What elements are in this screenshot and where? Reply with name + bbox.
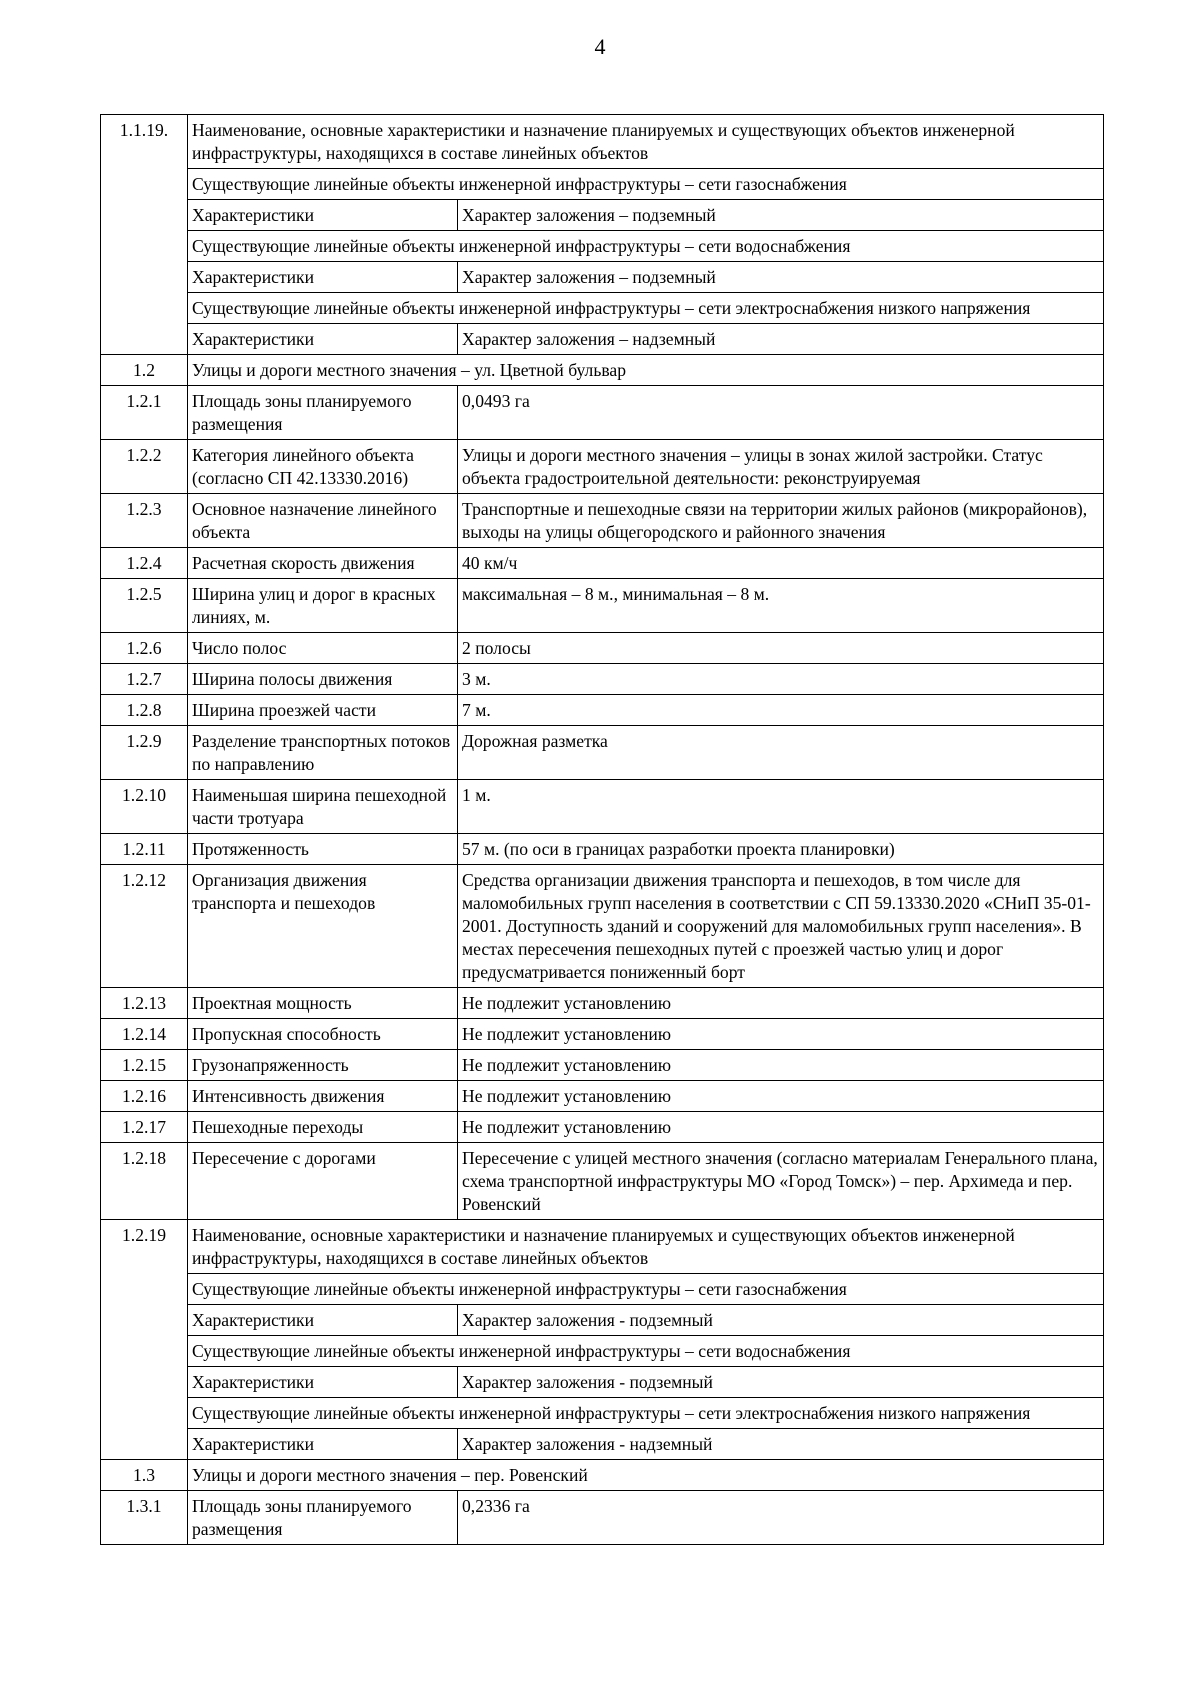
row-number: 1.2.16 [101, 1081, 188, 1112]
subsection-title: Существующие линейные объекты инженерной инфраструктуры – сети электроснабжения низкого напряжения [188, 293, 1104, 324]
parameter-label: Разделение транспортных потоков по направлению [188, 726, 458, 780]
parameter-value: 57 м. (по оси в границах разработки проекта планировки) [458, 834, 1104, 865]
section-title: Улицы и дороги местного значения – пер. Ровенский [188, 1460, 1104, 1491]
subsection-title: Существующие линейные объекты инженерной инфраструктуры – сети газоснабжения [188, 1274, 1104, 1305]
parameter-label: Площадь зоны планируемого размещения [188, 386, 458, 440]
page-number: 4 [594, 34, 606, 59]
row-number: 1.2.2 [101, 440, 188, 494]
row-number: 1.3 [101, 1460, 188, 1491]
characteristic-value: Характер заложения - надземный [458, 1429, 1104, 1460]
table-row [101, 1460, 1104, 1491]
table-row [101, 200, 1104, 231]
table-row [101, 494, 1104, 548]
table-row [101, 293, 1104, 324]
parameter-value: 3 м. [458, 664, 1104, 695]
characteristic-value: Характер заложения – надземный [458, 324, 1104, 355]
table-row [101, 1398, 1104, 1429]
characteristic-value: Характер заложения - подземный [458, 1367, 1104, 1398]
parameter-label: Категория линейного объекта (согласно СП 42.13330.2016) [188, 440, 458, 494]
table-row [101, 1019, 1104, 1050]
row-number: 1.2.1 [101, 386, 188, 440]
parameter-label: Протяженность [188, 834, 458, 865]
characteristic-value: Характер заложения - подземный [458, 1305, 1104, 1336]
row-number: 1.2.3 [101, 494, 188, 548]
row-number: 1.1.19. [101, 115, 188, 355]
row-number: 1.2.10 [101, 780, 188, 834]
characteristic-label: Характеристики [188, 324, 458, 355]
row-number: 1.2.11 [101, 834, 188, 865]
parameter-value: 1 м. [458, 780, 1104, 834]
table-row [101, 834, 1104, 865]
parameter-label: Проектная мощность [188, 988, 458, 1019]
subsection-title: Существующие линейные объекты инженерной инфраструктуры – сети газоснабжения [188, 169, 1104, 200]
characteristic-label: Характеристики [188, 1367, 458, 1398]
parameter-label: Пересечение с дорогами [188, 1143, 458, 1220]
parameter-value: Не подлежит установлению [458, 1081, 1104, 1112]
section-title: Наименование, основные характеристики и назначение планируемых и существующих объектов инженерной инфраструктуры, находящихся в составе линейных объектов [188, 115, 1104, 169]
table-row [101, 1429, 1104, 1460]
specification-table [100, 114, 1104, 1545]
parameter-label: Наименьшая ширина пешеходной части тротуара [188, 780, 458, 834]
table-row [101, 1050, 1104, 1081]
table-row [101, 231, 1104, 262]
parameter-label: Число полос [188, 633, 458, 664]
characteristic-value: Характер заложения – подземный [458, 200, 1104, 231]
table-row [101, 1491, 1104, 1545]
parameter-value: 2 полосы [458, 633, 1104, 664]
parameter-label: Организация движения транспорта и пешеходов [188, 865, 458, 988]
row-number: 1.2.4 [101, 548, 188, 579]
row-number: 1.2.8 [101, 695, 188, 726]
characteristic-label: Характеристики [188, 1429, 458, 1460]
row-number: 1.2.6 [101, 633, 188, 664]
row-number: 1.3.1 [101, 1491, 188, 1545]
parameter-value: Не подлежит установлению [458, 1019, 1104, 1050]
table-row [101, 1305, 1104, 1336]
characteristic-label: Характеристики [188, 200, 458, 231]
parameter-value: Пересечение с улицей местного значения (согласно материалам Генерального плана, схема транспортной инфраструктуры МО «Город Томск») – пер. Архимеда и пер. Ровенский [458, 1143, 1104, 1220]
characteristic-value: Характер заложения – подземный [458, 262, 1104, 293]
table-row [101, 1367, 1104, 1398]
table-row [101, 633, 1104, 664]
parameter-value: максимальная – 8 м., минимальная – 8 м. [458, 579, 1104, 633]
row-number: 1.2 [101, 355, 188, 386]
table-row [101, 780, 1104, 834]
table-row [101, 1336, 1104, 1367]
row-number: 1.2.5 [101, 579, 188, 633]
parameter-label: Грузонапряженность [188, 1050, 458, 1081]
parameter-value: 7 м. [458, 695, 1104, 726]
table-row [101, 324, 1104, 355]
parameter-value: Не подлежит установлению [458, 1112, 1104, 1143]
table-row [101, 1081, 1104, 1112]
table-row [101, 865, 1104, 988]
row-number: 1.2.18 [101, 1143, 188, 1220]
parameter-value: Улицы и дороги местного значения – улицы в зонах жилой застройки. Статус объекта градостроительной деятельности: реконструируемая [458, 440, 1104, 494]
row-number: 1.2.17 [101, 1112, 188, 1143]
table-row [101, 1274, 1104, 1305]
subsection-title: Существующие линейные объекты инженерной инфраструктуры – сети электроснабжения низкого напряжения [188, 1398, 1104, 1429]
row-number: 1.2.9 [101, 726, 188, 780]
table-row [101, 988, 1104, 1019]
parameter-label: Расчетная скорость движения [188, 548, 458, 579]
table-row [101, 440, 1104, 494]
parameter-value: 0,0493 га [458, 386, 1104, 440]
subsection-title: Существующие линейные объекты инженерной инфраструктуры – сети водоснабжения [188, 1336, 1104, 1367]
parameter-label: Ширина улиц и дорог в красных линиях, м. [188, 579, 458, 633]
parameter-value: 40 км/ч [458, 548, 1104, 579]
table-row [101, 262, 1104, 293]
table-row [101, 664, 1104, 695]
table-row [101, 386, 1104, 440]
parameter-value: Не подлежит установлению [458, 1050, 1104, 1081]
table-row [101, 1112, 1104, 1143]
table-row [101, 695, 1104, 726]
parameter-value: 0,2336 га [458, 1491, 1104, 1545]
table-row [101, 169, 1104, 200]
parameter-label: Основное назначение линейного объекта [188, 494, 458, 548]
section-title: Наименование, основные характеристики и назначение планируемых и существующих объектов инженерной инфраструктуры, находящихся в составе линейных объектов [188, 1220, 1104, 1274]
section-title: Улицы и дороги местного значения – ул. Цветной бульвар [188, 355, 1104, 386]
row-number: 1.2.14 [101, 1019, 188, 1050]
parameter-value: Дорожная разметка [458, 726, 1104, 780]
parameter-value: Средства организации движения транспорта и пешеходов, в том числе для маломобильных групп населения в соответствии с СП 59.13330.2020 «СНиП 35-01-2001. Доступность зданий и сооружений для маломобильных групп населения». В местах пересечения пешеходных путей с проезжей частью улиц и дорог предусматривается пониженный борт [458, 865, 1104, 988]
table-row [101, 1143, 1104, 1220]
parameter-value: Не подлежит установлению [458, 988, 1104, 1019]
table-row [101, 548, 1104, 579]
parameter-label: Интенсивность движения [188, 1081, 458, 1112]
parameter-label: Площадь зоны планируемого размещения [188, 1491, 458, 1545]
table-row [101, 726, 1104, 780]
row-number: 1.2.19 [101, 1220, 188, 1460]
parameter-label: Ширина полосы движения [188, 664, 458, 695]
parameter-label: Ширина проезжей части [188, 695, 458, 726]
row-number: 1.2.15 [101, 1050, 188, 1081]
parameter-value: Транспортные и пешеходные связи на территории жилых районов (микрорайонов), выходы на улицы общегородского и районного значения [458, 494, 1104, 548]
table-row [101, 1220, 1104, 1274]
parameter-label: Пешеходные переходы [188, 1112, 458, 1143]
table-row [101, 355, 1104, 386]
row-number: 1.2.12 [101, 865, 188, 988]
row-number: 1.2.13 [101, 988, 188, 1019]
subsection-title: Существующие линейные объекты инженерной инфраструктуры – сети водоснабжения [188, 231, 1104, 262]
parameter-label: Пропускная способность [188, 1019, 458, 1050]
table-row [101, 579, 1104, 633]
table-row [101, 115, 1104, 169]
row-number: 1.2.7 [101, 664, 188, 695]
characteristic-label: Характеристики [188, 262, 458, 293]
characteristic-label: Характеристики [188, 1305, 458, 1336]
